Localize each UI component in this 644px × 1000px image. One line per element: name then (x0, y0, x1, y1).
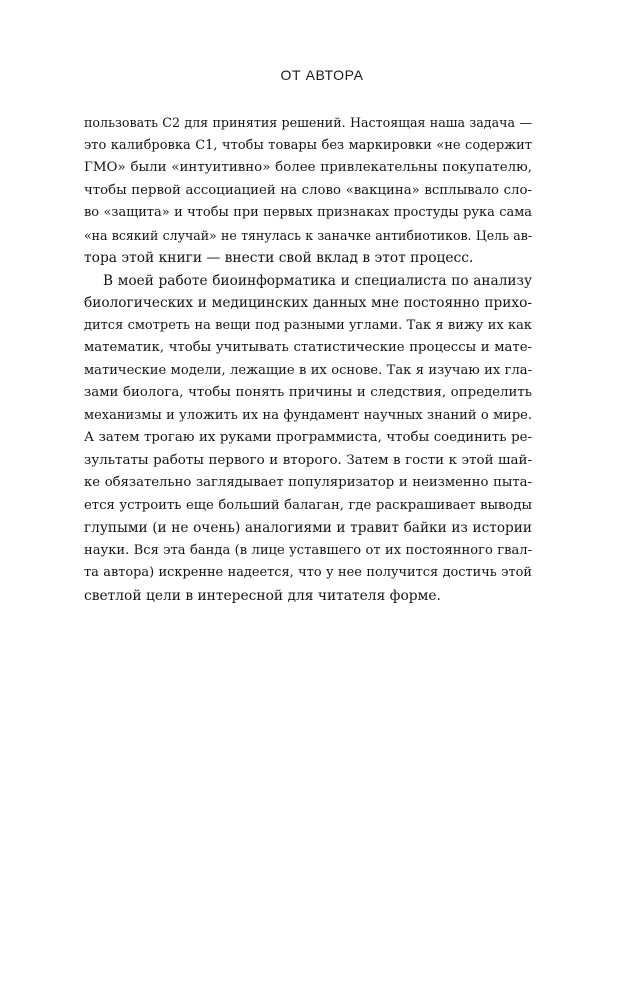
text-line: это калибровка С1, чтобы товары без маркировки «не содержит (84, 137, 532, 153)
text-line: науки. Вся эта банда (в лице уставшего от их постоянного гвал- (84, 542, 532, 558)
text-line: механизмы и уложить их на фундамент научных знаний о мире. (84, 407, 532, 423)
running-head: ОТ АВТОРА (280, 67, 364, 83)
text-line: дится смотреть на вещи под разными углами. Так я вижу их как (84, 317, 532, 333)
text-line: ГМО» были «интуитивно» более привлекательны покупателю, (84, 160, 532, 175)
text-line: В моей работе биоинформатика и специалиста по анализу (103, 272, 532, 289)
text-line: во «защита» и чтобы при первых признаках простуды рука сама (84, 205, 532, 220)
text-line: та автора) искренне надеется, что у нее получится достичь этой (84, 565, 532, 580)
text-line: матические модели, лежащие в их основе. Так я изучаю их гла- (84, 362, 532, 378)
text-line: А затем трогаю их руками программиста, чтобы соединить ре- (84, 430, 532, 445)
text-line: ется устроить еще больший балаган, где раскрашивает выводы (84, 497, 532, 513)
text-line: математик, чтобы учитывать статистические процессы и мате- (84, 340, 532, 355)
text-line: биологических и медицинских данных мне постоянно прихо- (84, 295, 532, 311)
text-line: пользовать С2 для принятия решений. Настоящая наша задача — (84, 115, 532, 130)
paragraph-1 (84, 112, 532, 270)
paragraph-2 (84, 270, 532, 608)
text-line: зультаты работы первого и второго. Затем в гости к этой шай- (84, 452, 532, 468)
body-text (84, 112, 532, 607)
text-line: ке обязательно заглядывает популяризатор и неизменно пыта- (84, 475, 532, 490)
text-line: зами биолога, чтобы понять причины и следствия, определить (84, 385, 532, 400)
text-line: глупыми (и не очень) аналогиями и травит байки из истории (84, 520, 532, 536)
text-line: светлой цели в интересной для читателя форме. (84, 587, 441, 604)
text-line: тора этой книги — внести свой вклад в этот процесс. (84, 250, 474, 266)
text-line: чтобы первой ассоциацией на слово «вакцина» всплывало сло- (84, 182, 532, 198)
text-line: «на всякий случай» не тянулась к заначке антибиотиков. Цель ав- (84, 227, 532, 243)
